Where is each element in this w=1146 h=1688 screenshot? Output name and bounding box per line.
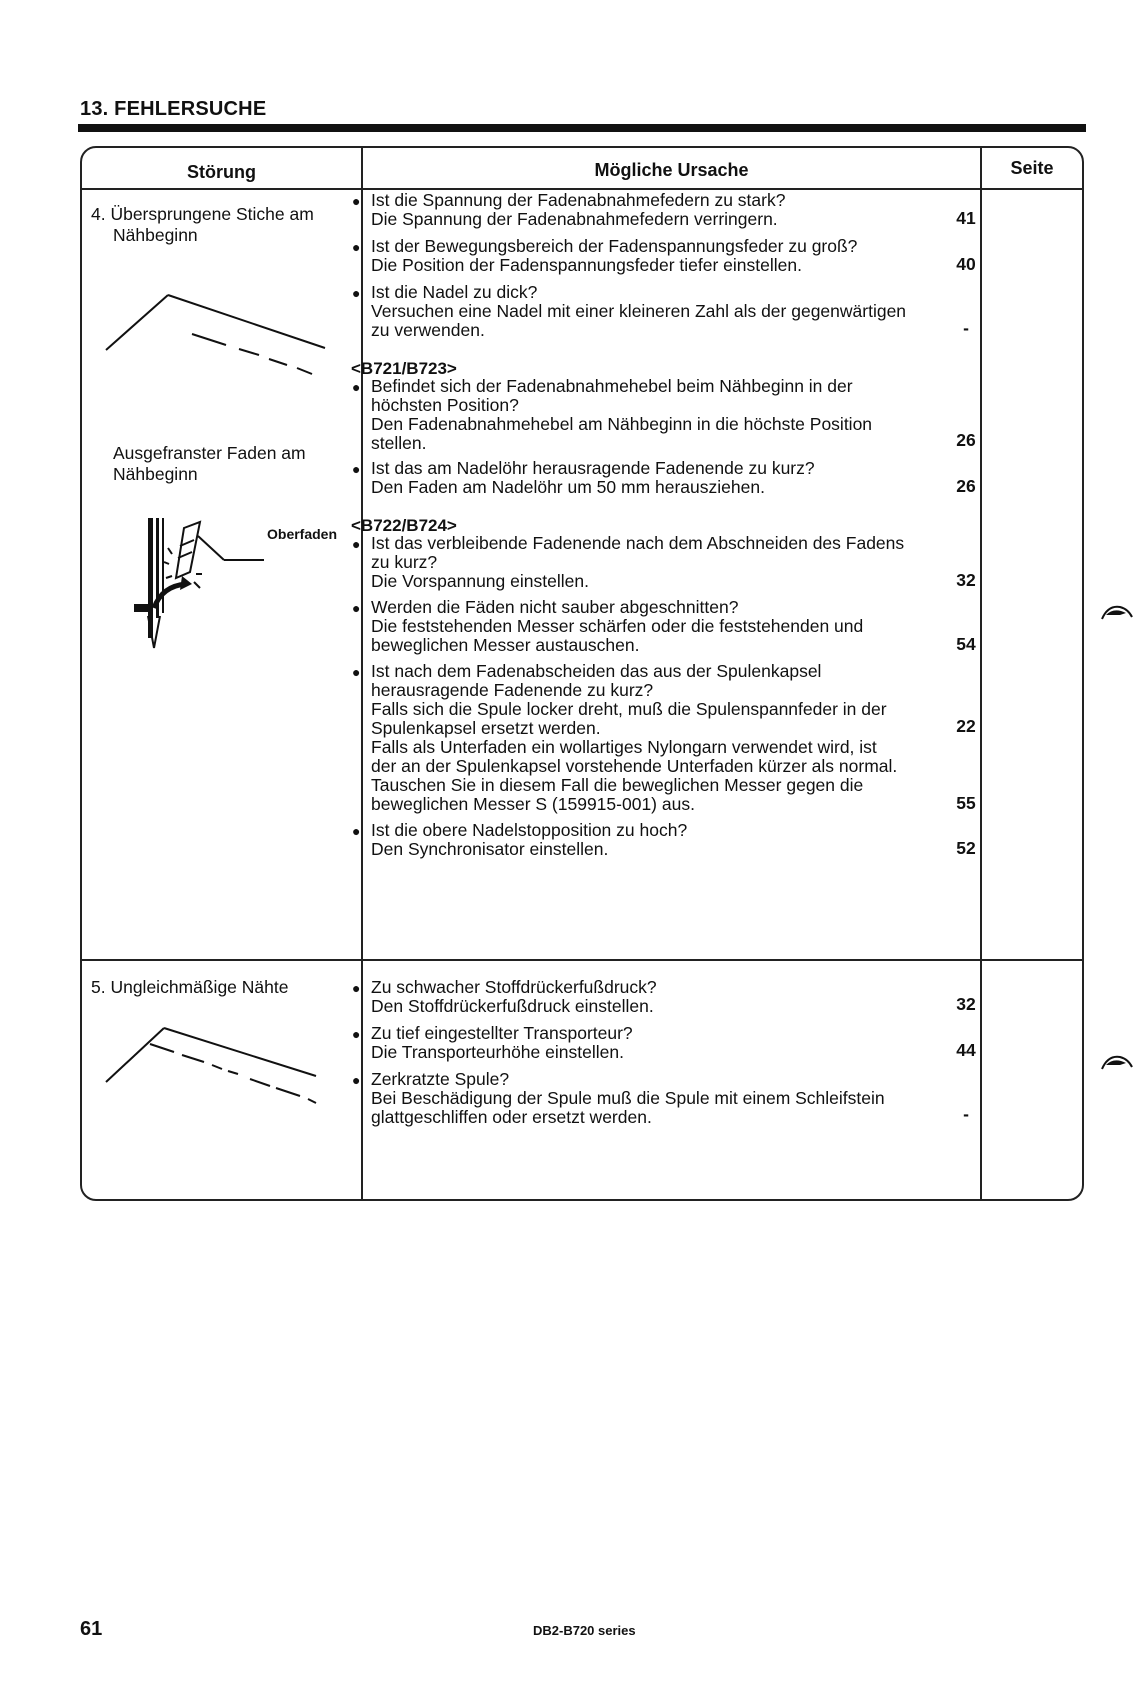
bullet: ● bbox=[352, 1026, 361, 1042]
cause-remedy: Falls sich die Spule locker dreht, muß die Spulenspannfeder in der bbox=[371, 699, 887, 719]
cause-remedy: zu verwenden. bbox=[371, 320, 485, 340]
cause-question: Ist die Spannung der Fadenabnahmefedern zu stark? bbox=[371, 190, 786, 210]
cause-remedy: der an der Spulenkapsel vorstehende Unterfaden kürzer als normal. bbox=[371, 756, 898, 776]
problem-subtitle: Nähbeginn bbox=[113, 464, 198, 484]
cause-question: höchsten Position? bbox=[371, 395, 519, 415]
page-ref: 44 bbox=[956, 1040, 976, 1060]
cause-remedy: Tauschen Sie in diesem Fall die beweglichen Messer gegen die bbox=[371, 775, 864, 795]
page-ref: 22 bbox=[956, 716, 976, 736]
cause-question: herausragende Fadenende zu kurz? bbox=[371, 680, 654, 700]
cause-question: Zu tief eingestellter Transporteur? bbox=[371, 1023, 633, 1043]
cause-question: Ist die obere Nadelstopposition zu hoch? bbox=[371, 820, 688, 840]
cause-remedy: beweglichen Messer austauschen. bbox=[371, 635, 640, 655]
cause-remedy: Falls als Unterfaden ein wollartiges Nylongarn verwendet wird, ist bbox=[371, 737, 877, 757]
problem-title: 4. Übersprungene Stiche am bbox=[91, 204, 314, 224]
revision-marker-icon bbox=[1100, 603, 1134, 621]
revision-marker-icon bbox=[1100, 1053, 1134, 1071]
page-ref: 52 bbox=[956, 838, 976, 858]
cause-question: Ist das verbleibende Fadenende nach dem Abschneiden des Fadens bbox=[371, 533, 905, 553]
cause-remedy: Den Faden am Nadelöhr um 50 mm herausziehen. bbox=[371, 477, 765, 497]
cause-remedy: Die feststehenden Messer schärfen oder die feststehenden und bbox=[371, 616, 864, 636]
cause-remedy: glattgeschliffen oder ersetzt werden. bbox=[371, 1107, 652, 1127]
bullet: ● bbox=[352, 536, 361, 552]
bullet: ● bbox=[352, 664, 361, 680]
cause-remedy: Die Transporteurhöhe einstellen. bbox=[371, 1042, 624, 1062]
bullet: ● bbox=[352, 193, 361, 209]
cause-question: Zu schwacher Stoffdrückerfußdruck? bbox=[371, 977, 657, 997]
cause-question: Zerkratzte Spule? bbox=[371, 1069, 510, 1089]
page-ref: 26 bbox=[956, 476, 976, 496]
header-moegliche-ursache: Mögliche Ursache bbox=[594, 160, 749, 180]
cause-question: Ist nach dem Fadenabscheiden das aus der Spulenkapsel bbox=[371, 661, 822, 681]
bullet: ● bbox=[352, 823, 361, 839]
page-ref: 40 bbox=[956, 254, 976, 274]
cause-question: Ist das am Nadelöhr herausragende Fadenende zu kurz? bbox=[371, 458, 815, 478]
page-ref: - bbox=[963, 318, 969, 338]
cause-remedy: Spulenkapsel ersetzt werden. bbox=[371, 718, 601, 738]
page-ref: 41 bbox=[956, 208, 976, 228]
cause-remedy: Versuchen eine Nadel mit einer kleineren Zahl als der gegenwärtigen bbox=[371, 301, 907, 321]
header-seite: Seite bbox=[1010, 158, 1054, 178]
cause-remedy: Die Vorspannung einstellen. bbox=[371, 571, 589, 591]
bullet: ● bbox=[352, 379, 361, 395]
header-stoerung: Störung bbox=[187, 162, 256, 182]
bullet: ● bbox=[352, 600, 361, 616]
cause-remedy: Den Synchronisator einstellen. bbox=[371, 839, 609, 859]
cause-question: Werden die Fäden nicht sauber abgeschnitten? bbox=[371, 597, 739, 617]
cause-remedy: beweglichen Messer S (159915-001) aus. bbox=[371, 794, 695, 814]
column-divider bbox=[361, 148, 363, 1199]
section-title: 13. FEHLERSUCHE bbox=[80, 98, 267, 120]
page-ref: 26 bbox=[956, 430, 976, 450]
page-ref: - bbox=[963, 1104, 969, 1124]
problem-subtitle: Ausgefranster Faden am bbox=[113, 443, 306, 463]
page-ref: 32 bbox=[956, 570, 976, 590]
series-label: DB2-B720 series bbox=[533, 1623, 636, 1638]
troubleshooting-table bbox=[80, 146, 1084, 1201]
model-heading: <B722/B724> bbox=[351, 516, 457, 535]
cause-remedy: Den Stoffdrückerfußdruck einstellen. bbox=[371, 996, 654, 1016]
cause-remedy: Bei Beschädigung der Spule muß die Spule mit einem Schleifstein bbox=[371, 1088, 885, 1108]
cause-remedy: Die Spannung der Fadenabnahmefedern verringern. bbox=[371, 209, 778, 229]
page-number: 61 bbox=[80, 1618, 103, 1640]
problem-title: Nähbeginn bbox=[113, 225, 198, 245]
bullet: ● bbox=[352, 285, 361, 301]
page-ref: 55 bbox=[956, 793, 976, 813]
bullet: ● bbox=[352, 1072, 361, 1088]
cause-question: Befindet sich der Fadenabnahmehebel beim Nähbeginn in der bbox=[371, 376, 853, 396]
cause-question: Ist die Nadel zu dick? bbox=[371, 282, 538, 302]
model-heading: <B721/B723> bbox=[351, 359, 457, 378]
page-ref: 32 bbox=[956, 994, 976, 1014]
needle-thread-diagram bbox=[132, 516, 272, 661]
bullet: ● bbox=[352, 461, 361, 477]
cause-question: zu kurz? bbox=[371, 552, 438, 572]
bullet: ● bbox=[352, 980, 361, 996]
row-divider bbox=[82, 959, 1082, 961]
page-ref: 54 bbox=[956, 634, 976, 654]
problem-title: 5. Ungleichmäßige Nähte bbox=[91, 977, 289, 997]
cause-remedy: stellen. bbox=[371, 433, 427, 453]
uneven-stitch-diagram bbox=[104, 1022, 334, 1112]
diagram-label: Oberfaden bbox=[267, 526, 338, 542]
cause-remedy: Die Position der Fadenspannungsfeder tiefer einstellen. bbox=[371, 255, 802, 275]
bullet: ● bbox=[352, 239, 361, 255]
title-rule bbox=[78, 124, 1086, 132]
cause-remedy: Den Fadenabnahmehebel am Nähbeginn in die höchste Position bbox=[371, 414, 873, 434]
cause-question: Ist der Bewegungsbereich der Fadenspannungsfeder zu groß? bbox=[371, 236, 858, 256]
skipped-stitch-diagram bbox=[104, 288, 334, 388]
